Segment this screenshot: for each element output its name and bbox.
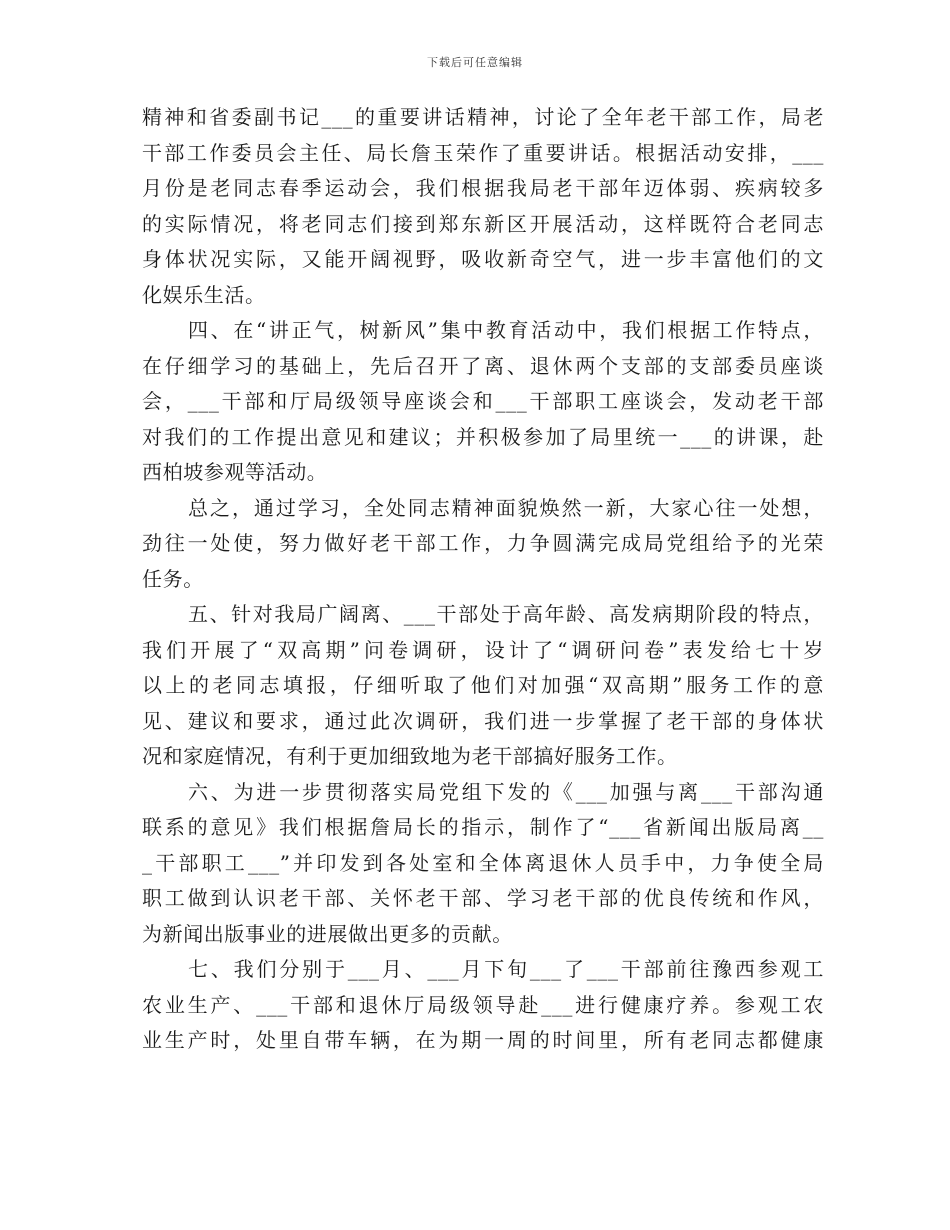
- document-body: [142, 100, 824, 1059]
- text-line: 联系的意见》我们根据詹局长的指示，制作了“___省新闻出版局离__: [142, 815, 824, 839]
- text-line: 的实际情况，将老同志们接到郑东新区开展活动，这样既符合老同志: [142, 211, 824, 236]
- text-line: 总之，通过学习，全处同志精神面貌焕然一新，大家心往一处想，: [188, 495, 824, 520]
- text-line: 况和家庭情况，有利于更加细致地为老干部搞好服务工作。: [142, 744, 678, 768]
- text-line: 任务。: [142, 566, 204, 591]
- text-line: 我们开展了“双高期”问卷调研，设计了“调研问卷”表发给七十岁: [142, 637, 824, 662]
- text-line: 会，___干部和厅局级领导座谈会和___干部职工座谈会，发动老干部: [142, 389, 824, 413]
- text-line: 为新闻出版事业的进展做出更多的贡献。: [142, 921, 513, 946]
- text-line: 化娱乐生活。: [142, 282, 266, 307]
- text-line: 四、在“讲正气，树新风”集中教育活动中，我们根据工作特点，: [188, 318, 824, 342]
- text-line: 劲往一处使，努力做好老干部工作，力争圆满完成局党组给予的光荣: [142, 531, 824, 555]
- text-line: 西柏坡参观等活动。: [142, 460, 328, 484]
- text-line: 六、为进一步贯彻落实局党组下发的《___加强与离___干部沟通: [188, 779, 824, 804]
- text-line: 农业生产、___干部和退休厅局级领导赴___进行健康疗养。参观工农: [142, 992, 824, 1017]
- text-line: _干部职工___”并印发到各处室和全体离退休人员手中，力争使全局: [142, 850, 824, 875]
- page-header: 下载后可任意编辑: [427, 56, 523, 69]
- text-line: 业生产时，处里自带车辆，在为期一周的时间里，所有老同志都健康: [142, 1028, 824, 1052]
- text-line: 精神和省委副书记___的重要讲话精神，讨论了全年老干部工作，局老: [142, 105, 824, 129]
- text-line: 身体状况实际，又能开阔视野，吸收新奇空气，进一步丰富他们的文: [142, 247, 824, 271]
- text-line: 对我们的工作提出意见和建议；并积极参加了局里统一___的讲课，赴: [142, 424, 824, 449]
- text-line: 干部工作委员会主任、局长詹玉荣作了重要讲话。根据活动安排，___: [142, 140, 824, 165]
- text-line: 月份是老同志春季运动会，我们根据我局老干部年迈体弱、疾病较多: [142, 176, 824, 200]
- text-line: 在仔细学习的基础上，先后召开了离、退休两个支部的支部委员座谈: [142, 353, 824, 378]
- text-line: 以上的老同志填报，仔细听取了他们对加强“双高期”服务工作的意: [142, 673, 824, 697]
- text-line: 职工做到认识老干部、关怀老干部、学习老干部的优良传统和作风，: [142, 886, 824, 910]
- text-line: 五、针对我局广阔离、___干部处于高年龄、高发病期阶段的特点，: [188, 602, 824, 626]
- text-line: 见、建议和要求，通过此次调研，我们进一步掌握了老干部的身体状: [142, 708, 824, 733]
- text-line: 七、我们分别于___月、___月下旬___了___干部前往豫西参观工: [188, 957, 824, 981]
